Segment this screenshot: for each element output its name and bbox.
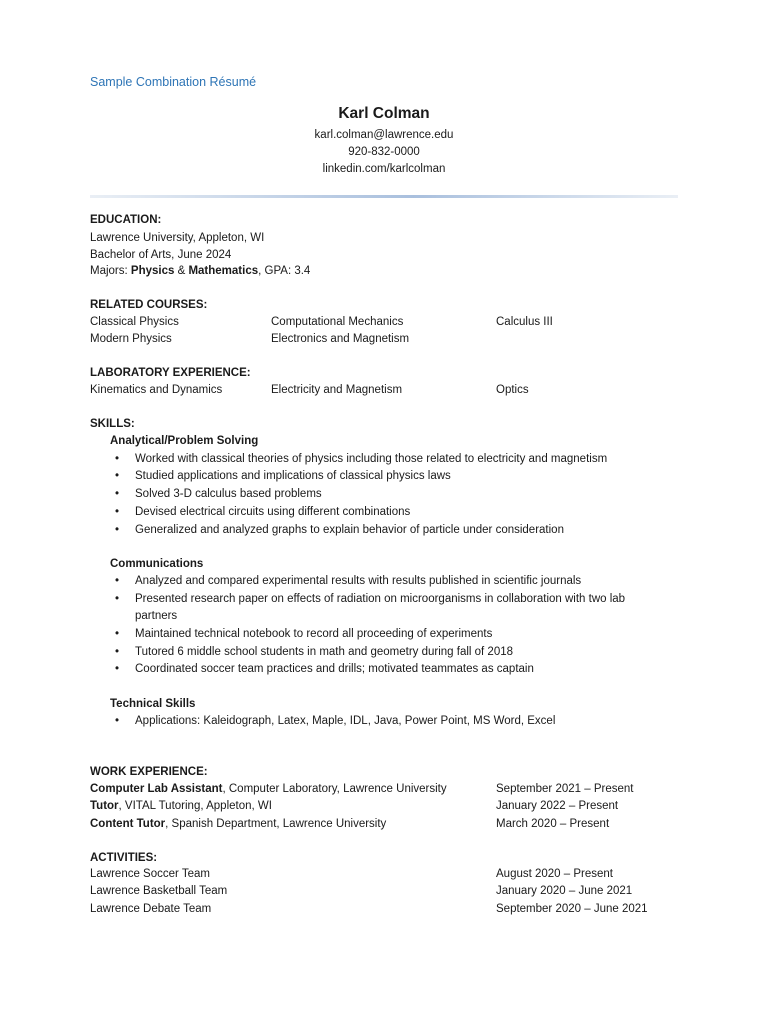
course-item: Electronics and Magnetism bbox=[271, 333, 410, 345]
bullet-marker: • bbox=[115, 663, 120, 675]
header-divider bbox=[90, 195, 678, 198]
skill-bullet: Solved 3-D calculus based problems bbox=[135, 488, 322, 500]
work-dates: September 2021 – Present bbox=[496, 783, 634, 795]
contact-phone: 920-832-0000 bbox=[348, 146, 420, 158]
skill-group-title: Analytical/Problem Solving bbox=[110, 435, 259, 447]
bullet-marker: • bbox=[115, 646, 120, 658]
work-entry bbox=[90, 781, 447, 798]
skill-bullet: Presented research paper on effects of radiation on microorganisms in collaboration with two lab partners bbox=[135, 593, 626, 622]
lab-item: Kinematics and Dynamics bbox=[90, 384, 223, 396]
work-entry bbox=[90, 816, 386, 833]
skill-bullet: Applications: Kaleidograph, Latex, Maple, IDL, Java, Power Point, MS Word, Excel bbox=[135, 715, 556, 727]
skill-bullet: Worked with classical theories of physics including those related to electricity and magnetism bbox=[135, 453, 608, 465]
work-role: Computer Lab Assistant bbox=[90, 783, 223, 795]
bullet-marker: • bbox=[115, 524, 120, 536]
gpa: , GPA: 3.4 bbox=[258, 265, 311, 277]
courses-heading: RELATED COURSES: bbox=[90, 299, 208, 311]
activities-heading: ACTIVITIES: bbox=[90, 852, 158, 864]
bullet-marker: • bbox=[115, 628, 120, 640]
majors-prefix: Majors: bbox=[90, 265, 131, 277]
activity-dates: September 2020 – June 2021 bbox=[496, 903, 648, 915]
skill-group-title: Technical Skills bbox=[110, 698, 196, 710]
skill-bullet: Analyzed and compared experimental results with results published in scientific journals bbox=[135, 575, 582, 587]
bullet-marker: • bbox=[115, 470, 120, 482]
work-entry bbox=[90, 798, 272, 815]
skills-heading: SKILLS: bbox=[90, 418, 135, 430]
work-place: , VITAL Tutoring, Appleton, WI bbox=[118, 800, 272, 812]
course-item: Computational Mechanics bbox=[271, 316, 404, 328]
skill-bullet: Tutored 6 middle school students in math and geometry during fall of 2018 bbox=[135, 646, 514, 658]
education-majors bbox=[90, 263, 310, 280]
education-heading: EDUCATION: bbox=[90, 214, 162, 226]
skill-bullet: Maintained technical notebook to record all proceeding of experiments bbox=[135, 628, 493, 640]
major-physics: Physics bbox=[130, 265, 175, 277]
activity-dates: August 2020 – Present bbox=[496, 868, 613, 880]
bullet-marker: • bbox=[115, 488, 120, 500]
work-role: Content Tutor bbox=[90, 818, 166, 830]
course-item: Classical Physics bbox=[90, 316, 179, 328]
bullet-marker: • bbox=[115, 593, 120, 605]
lab-heading: LABORATORY EXPERIENCE: bbox=[90, 367, 251, 379]
lab-item: Electricity and Magnetism bbox=[271, 384, 403, 396]
candidate-name: Karl Colman bbox=[338, 105, 430, 122]
work-place: , Computer Laboratory, Lawrence University bbox=[222, 783, 447, 795]
education-school: Lawrence University, Appleton, WI bbox=[90, 232, 265, 244]
activity-dates: January 2020 – June 2021 bbox=[496, 885, 633, 897]
skill-bullet: Studied applications and implications of classical physics laws bbox=[135, 470, 451, 482]
document-label: Sample Combination Résumé bbox=[90, 75, 257, 89]
bullet-marker: • bbox=[115, 715, 120, 727]
skill-bullet: Coordinated soccer team practices and drills; motivated teammates as captain bbox=[135, 663, 534, 675]
contact-email: karl.colman@lawrence.edu bbox=[314, 129, 454, 141]
work-heading: WORK EXPERIENCE: bbox=[90, 766, 208, 778]
work-dates: January 2022 – Present bbox=[496, 800, 619, 812]
work-place: , Spanish Department, Lawrence University bbox=[165, 818, 387, 830]
course-item: Modern Physics bbox=[90, 333, 172, 345]
work-dates: March 2020 – Present bbox=[496, 818, 610, 830]
education-degree: Bachelor of Arts, June 2024 bbox=[90, 249, 232, 261]
bullet-marker: • bbox=[115, 506, 120, 518]
activity-name: Lawrence Basketball Team bbox=[90, 885, 228, 897]
bullet-marker: • bbox=[115, 575, 120, 587]
activity-name: Lawrence Soccer Team bbox=[90, 868, 210, 880]
skill-bullet: Generalized and analyzed graphs to explain behavior of particle under consideration bbox=[135, 524, 564, 536]
activity-name: Lawrence Debate Team bbox=[90, 903, 212, 915]
bullet-marker: • bbox=[115, 453, 120, 465]
course-item: Calculus III bbox=[496, 316, 553, 328]
majors-amp: & bbox=[174, 265, 189, 277]
major-mathematics: Mathematics bbox=[188, 265, 259, 277]
skill-bullet: Devised electrical circuits using different combinations bbox=[135, 506, 411, 518]
lab-item: Optics bbox=[496, 384, 529, 396]
contact-linkedin: linkedin.com/karlcolman bbox=[322, 163, 446, 175]
skill-group-title: Communications bbox=[110, 558, 204, 570]
work-role: Tutor bbox=[90, 800, 119, 812]
